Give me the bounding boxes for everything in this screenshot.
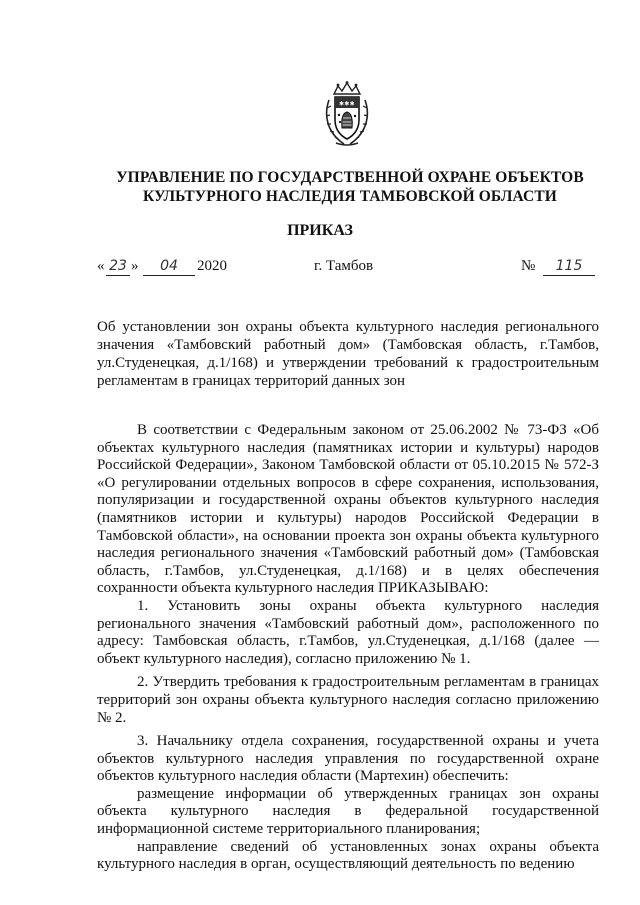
document-type-title: ПРИКАЗ	[287, 222, 353, 239]
organization-name-line-1: УПРАВЛЕНИЕ ПО ГОСУДАРСТВЕННОЙ ОХРАНЕ ОБЪЕКТОВ	[116, 169, 584, 186]
svg-text:✱: ✱	[349, 100, 355, 108]
city-name: г. Тамбов	[314, 258, 374, 274]
date-number-row	[97, 258, 597, 282]
organization-name-line-2: КУЛЬТУРНОГО НАСЛЕДИЯ ТАМБОВСКОЙ ОБЛАСТИ	[143, 188, 557, 205]
date-open-quote: «	[97, 258, 105, 274]
svg-text:✱: ✱	[339, 100, 345, 108]
body-paragraph-preamble: В соответствии с Федеральным законом от 25.06.2002 № 73-ФЗ «Об объектах культурного наследия (памятниках истории и культуры) народов Российской Федерации», Законом Тамбовской области от 05.10.2015 № 572-З «О регулировании отдельных вопросов в сфере сохранения, использования, популяризации и государственной охраны объектов культурного наследия (памятников истории и культуры) народов Российской Федерации в Тамбовской области», на основании проекта зон охраны объекта культурного наследия регионального значения «Тамбовский работный дом» (Тамбовская область, г.Тамбов, ул.Студенецкая, д.1/168) и в целях обеспечения сохранности объекта культурного наследия ПРИКАЗЫВАЮ:	[97, 422, 599, 597]
body-paragraph-item-3: 3. Начальнику отдела сохранения, государственной охраны и учета объектов культурного наследия управления по государственной охране объектов культурного наследия области (Мартехин) обеспечить:	[97, 733, 599, 785]
date-close-quote: »	[131, 258, 139, 274]
date-year: 2020	[197, 258, 227, 274]
body-paragraph-item-1: 1. Установить зоны охраны объекта культурного наследия регионального значения «Тамбовский работный дом», расположенного по адресу: Тамбовская область, г.Тамбов, ул.Студенецкая, д.1/168 (далее — объект культурного наследия), согласно приложению № 1.	[97, 597, 599, 667]
svg-text:✱: ✱	[344, 100, 350, 108]
body-paragraph-item-3-sub-1: размещение информации об утвержденных границах зон охраны объекта культурного наследия в федеральной государственной информационной системе территориального планирования;	[97, 785, 599, 838]
date-day: 23	[106, 258, 130, 276]
order-body	[97, 422, 599, 874]
coat-of-arms-emblem	[322, 80, 372, 150]
body-paragraph-item-2: 2. Утвердить требования к градостроительным регламентам в границах территорий зон охраны объекта культурного наследия согласно приложению № 2.	[97, 674, 599, 726]
body-paragraph-item-3-sub-2: направление сведений об установленных зонах охраны объекта культурного наследия в орган, осуществляющий деятельность по ведению	[97, 838, 599, 873]
order-number: 115	[543, 258, 595, 276]
order-subject: Об установлении зон охраны объекта культурного наследия регионального значения «Тамбовский работный дом» (Тамбовская область, г.Тамбов, ул.Студенецкая, д.1/168) и утверждении требований к градостроительным регламентам в границах территорий данных зон	[97, 319, 599, 389]
order-number-label: №	[521, 258, 536, 274]
organization-name	[80, 168, 620, 206]
date-month: 04	[143, 258, 195, 276]
